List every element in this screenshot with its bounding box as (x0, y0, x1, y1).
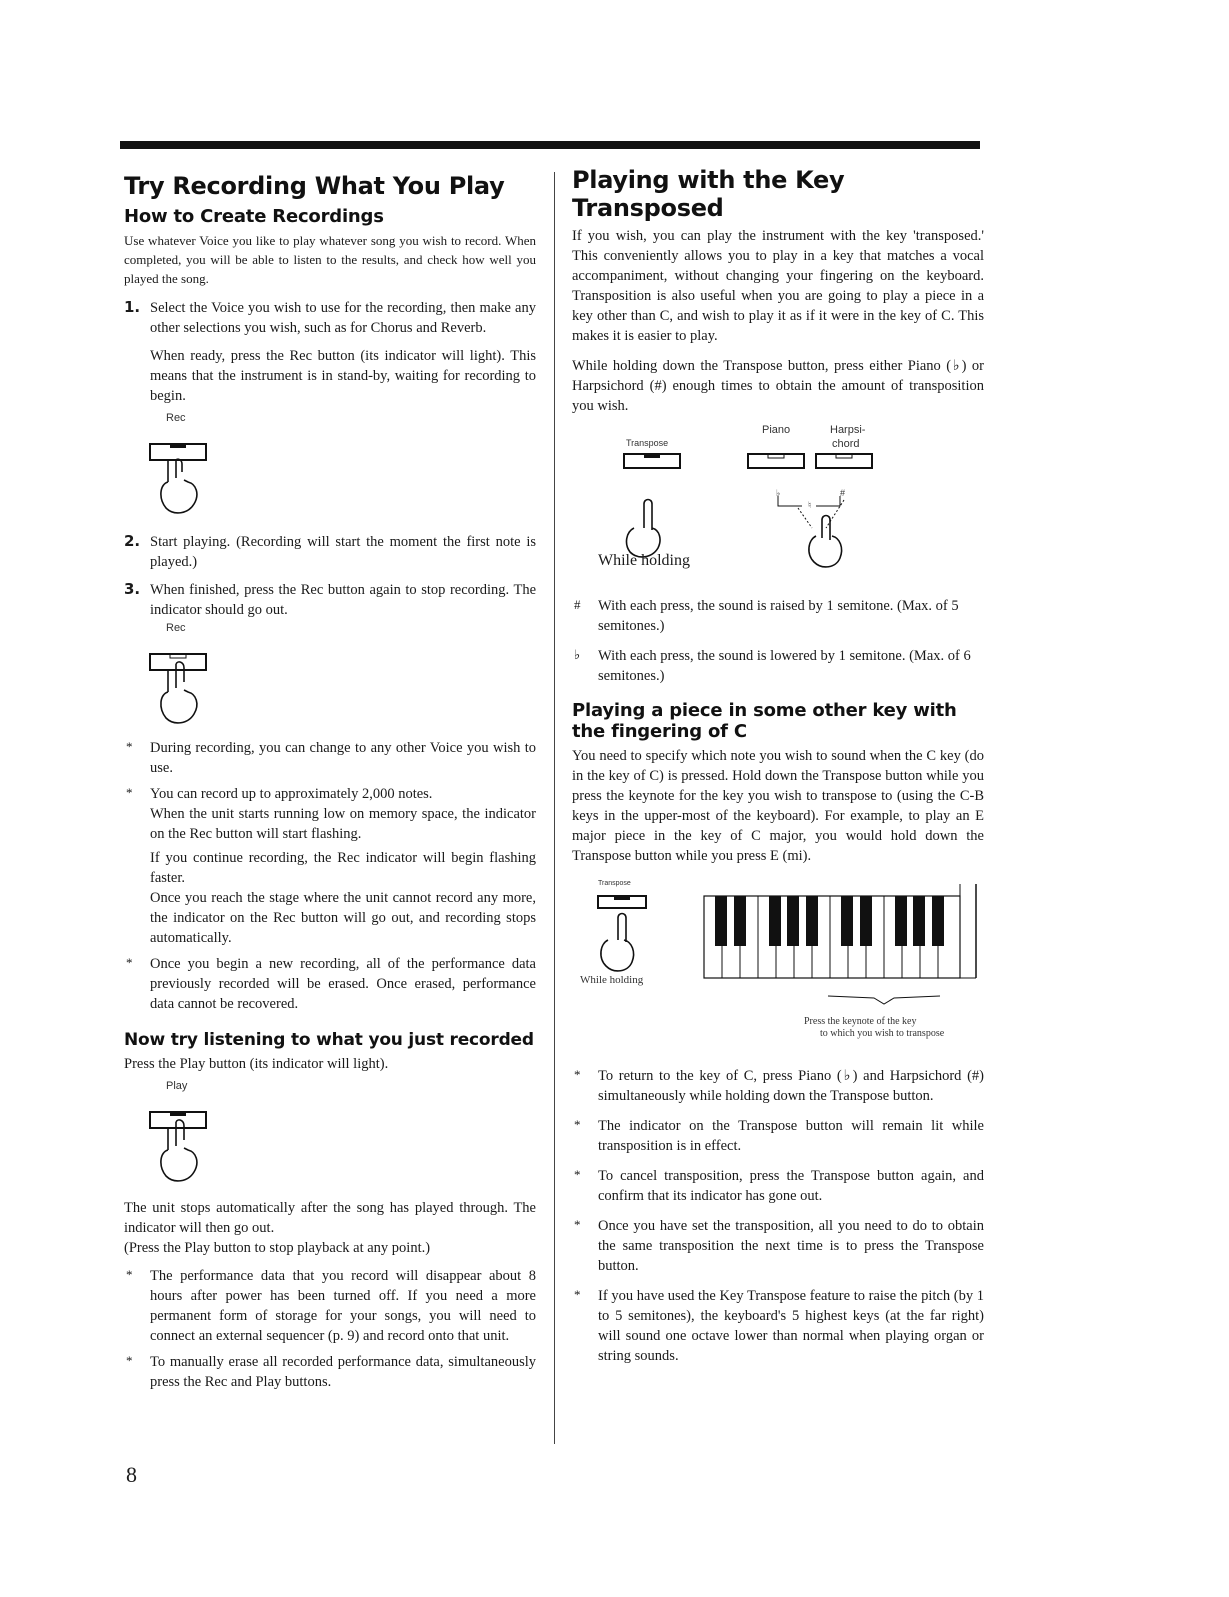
while-holding-caption: While holding (580, 974, 644, 986)
step-text: When ready, press the Rec button (its indicator will light). This means that the instrument is in stand-by, waiting for recording to begin. (150, 348, 536, 404)
step-number: 2. (124, 532, 141, 550)
rec-button-press-icon (148, 648, 238, 748)
step-text: When finished, press the Rec button again to stop recording. The indicator should go out. (150, 582, 536, 618)
sharp-note (572, 596, 984, 636)
top-rule (120, 141, 980, 149)
note-item (572, 1116, 984, 1156)
note-text: The indicator on the Transpose button will remain lit while transposition is in effect. (598, 1118, 984, 1154)
keynote-caption-2: to which you wish to transpose (820, 1028, 945, 1039)
play-label: Play (166, 1080, 188, 1092)
step-3 (124, 580, 536, 620)
flat-note (572, 646, 984, 686)
sharp-symbol: # (840, 488, 846, 498)
rec-label: Rec (166, 622, 186, 634)
note-item (124, 738, 536, 778)
flat-mark: ♭ (574, 647, 581, 662)
harpsi-label: Harpsi- (830, 424, 866, 436)
note-text: To cancel transposition, press the Transpose button again, and confirm that its indicator has gone out. (598, 1168, 984, 1204)
rec-button-figure-2 (148, 622, 536, 738)
asterisk: * (574, 1067, 581, 1082)
harpsi-label-2: chord (832, 438, 860, 450)
note-text: Once you reach the stage where the unit cannot record any more, the indicator on the Rec button will go out, and recording stops automatically. (150, 890, 536, 946)
other-key-intro: You need to specify which note you wish to sound when the C key (do in the key of C) is pressed. Hold down the Transpose button while you press the keynote for the key you wish to transpose to (using the C-B keys in the upper-most of the keyboard). For example, to play an E major piece in the key of C major, you would hold down the Transpose button while you press E (mi). (572, 748, 984, 864)
note-text: The performance data that you record will disappear about 8 hours after power has been turned off. If you need a more permanent form of storage for your songs, you will need to connect an external sequencer (p. 9) and record onto that unit. (150, 1268, 536, 1344)
flat-symbol: ♭ (776, 488, 781, 498)
note-item (124, 1352, 536, 1392)
keyboard-figure (572, 880, 984, 1062)
keynote-caption-1: Press the keynote of the key (804, 1016, 917, 1027)
while-holding-caption: While holding (598, 552, 690, 569)
note-text: Once you have set the transposition, all you need to do to obtain the same transposition the next time is to press the Transpose button. (598, 1218, 984, 1274)
step-text: Select the Voice you wish to use for the recording, then make any other selections you wish, such as for Chorus and Reverb. (150, 300, 536, 336)
asterisk: * (574, 1167, 581, 1182)
note-item (124, 784, 536, 948)
listen-intro: Press the Play button (its indicator will light). (124, 1056, 389, 1072)
note-item (572, 1216, 984, 1276)
piano-keys (704, 896, 960, 978)
asterisk: * (126, 1353, 133, 1368)
note-item (572, 1166, 984, 1206)
transpose-label: Transpose (598, 880, 631, 887)
step-number: 3. (124, 580, 141, 598)
asterisk: * (574, 1117, 581, 1132)
page-number: 8 (126, 1462, 137, 1487)
left-title: Try Recording What You Play (124, 172, 505, 200)
note-text: During recording, you can change to any other Voice you wish to use. (150, 740, 536, 776)
asterisk: * (574, 1217, 581, 1232)
asterisk: * (126, 785, 133, 800)
step-text: Start playing. (Recording will start the moment the first note is played.) (150, 534, 536, 570)
note-text: To manually erase all recorded performance data, simultaneously press the Rec and Play buttons. (150, 1354, 536, 1390)
asterisk: * (126, 955, 133, 970)
rec-label: Rec (166, 412, 186, 424)
asterisk: * (126, 739, 133, 754)
keyboard-diagram (572, 880, 982, 1040)
listen-after-1: The unit stops automatically after the song has played through. The indicator will then go out. (124, 1200, 536, 1236)
step-1 (124, 298, 536, 406)
note-text: If you continue recording, the Rec indicator will begin flashing faster. (150, 850, 536, 886)
asterisk: * (126, 1267, 133, 1282)
other-key-heading: Playing a piece in some other key with the fingering of C (572, 700, 957, 742)
listen-after-2: (Press the Play button to stop playback at any point.) (124, 1240, 431, 1256)
note-item (124, 1266, 536, 1346)
section-heading-listen: Now try listening to what you just recorded (124, 1030, 534, 1050)
column-divider (554, 172, 555, 1444)
note-text: When the unit starts running low on memory space, the indicator on the Rec button will start flashing. (150, 806, 536, 842)
asterisk: * (574, 1287, 581, 1302)
sharp-mark: # (574, 597, 581, 612)
note-text: With each press, the sound is lowered by 1 semitone. (Max. of 6 semitones.) (598, 648, 971, 684)
note-item (572, 1286, 984, 1366)
note-text: With each press, the sound is raised by 1 semitone. (Max. of 5 semitones.) (598, 598, 959, 634)
right-column (572, 166, 984, 1372)
transpose-figure (572, 420, 984, 590)
transpose-label: Transpose (626, 438, 669, 448)
piano-label: Piano (762, 424, 791, 436)
note-text: To return to the key of C, press Piano (♭) and Harpsichord (#) simultaneously while holding down the Transpose button. (598, 1068, 984, 1104)
note-text: Once you begin a new recording, all of the performance data previously recorded will be erased. Once erased, performance data cannot be recovered. (150, 956, 536, 1012)
step-2 (124, 532, 536, 572)
note-item (124, 954, 536, 1014)
note-text: If you have used the Key Transpose feature to raise the pitch (by 1 to 5 semitones), the keyboard's 5 highest keys (at the far right) will sound one octave lower than normal when playing organ or string sounds. (598, 1288, 984, 1364)
note-item (572, 1066, 984, 1106)
note-text: You can record up to approximately 2,000 notes. (150, 786, 433, 802)
left-column (124, 166, 536, 1398)
play-button-figure (148, 1080, 536, 1198)
transpose-instruction: While holding down the Transpose button, press either Piano (♭) or Harpsichord (#) enough times to obtain the amount of transposition you wish. (572, 358, 984, 414)
transpose-intro: If you wish, you can play the instrument with the key 'transposed.' This conveniently allows you to play in a key that matches a vocal accompaniment, without changing your fingering on the keyboard. Transposition is also useful when you are going to play a piece in a key other than C, and wish to play it as if it were in the key of C. This makes it is easier to play. (572, 228, 984, 344)
rec-button-figure (148, 414, 536, 532)
step-number: 1. (124, 298, 141, 316)
play-button-press-icon (148, 1106, 238, 1206)
natural-symbol: ♮ (808, 500, 812, 510)
section-heading-create: How to Create Recordings (124, 206, 384, 227)
right-title: Playing with the Key Transposed (572, 166, 845, 222)
create-intro: Use whatever Voice you like to play whatever song you wish to record. When completed, you will be able to listen to the results, and check how well you played the song. (124, 233, 536, 286)
